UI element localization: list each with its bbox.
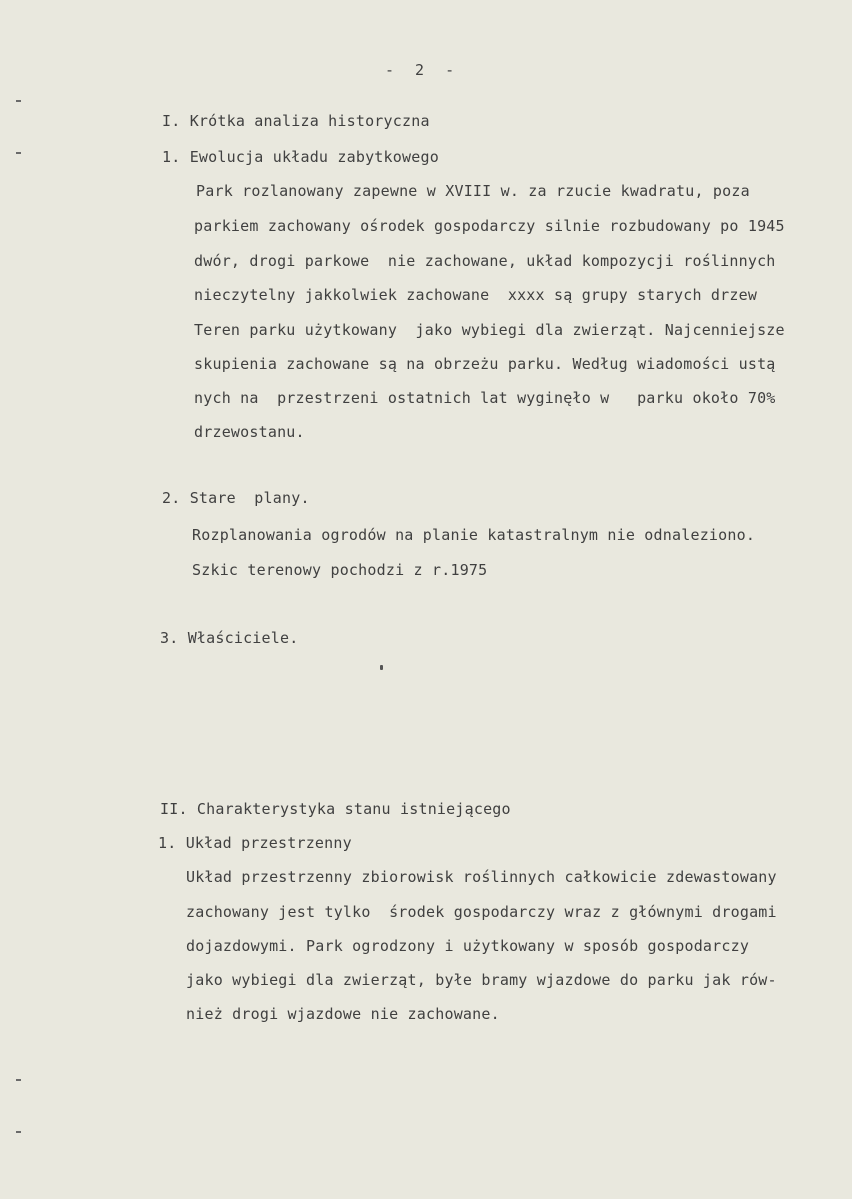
text-line: nież drogi wjazdowe nie zachowane. xyxy=(186,1005,500,1023)
ink-speck xyxy=(380,665,383,670)
text-line: Park rozlanowany zapewne w XVIII w. za rzucie kwadratu, poza xyxy=(196,182,750,200)
page-number: - 2 - xyxy=(385,61,461,79)
subsection-heading-1-3: 3. Właściciele. xyxy=(160,629,299,647)
text-line: Układ przestrzenny zbiorowisk roślinnych całkowicie zdewastowany xyxy=(186,868,777,886)
text-line: dojazdowymi. Park ogrodzony i użytkowany w sposób gospodarczy xyxy=(186,937,750,955)
margin-mark xyxy=(16,100,21,102)
section-heading-1: I. Krótka analiza historyczna xyxy=(162,112,430,130)
text-line: nych na przestrzeni ostatnich lat wyginęło w parku około 70% xyxy=(194,389,776,407)
subsection-heading-1-1: 1. Ewolucja układu zabytkowego xyxy=(162,148,439,166)
text-line: Teren parku użytkowany jako wybiegi dla zwierząt. Najcenniejsze xyxy=(194,321,785,339)
section-heading-2: II. Charakterystyka stanu istniejącego xyxy=(160,800,511,818)
subsection-heading-1-2: 2. Stare plany. xyxy=(162,489,310,507)
text-line: dwór, drogi parkowe nie zachowane, układ kompozycji roślinnych xyxy=(194,252,776,270)
text-line: nieczytelny jakkolwiek zachowane xxxx są grupy starych drzew xyxy=(194,286,758,304)
subsection-heading-2-1: 1. Układ przestrzenny xyxy=(158,834,352,852)
text-line: skupienia zachowane są na obrzeżu parku. Według wiadomości ustą xyxy=(194,355,776,373)
text-line: zachowany jest tylko środek gospodarczy wraz z głównymi drogami xyxy=(186,903,777,921)
text-line: jako wybiegi dla zwierząt, byłe bramy wjazdowe do parku jak rów- xyxy=(186,971,777,989)
text-line: parkiem zachowany ośrodek gospodarczy silnie rozbudowany po 1945 xyxy=(194,217,785,235)
margin-mark xyxy=(16,1131,21,1133)
margin-mark xyxy=(16,1079,21,1081)
text-line: Rozplanowania ogrodów na planie katastralnym nie odnaleziono. xyxy=(192,526,756,544)
margin-mark xyxy=(16,152,21,154)
text-line: drzewostanu. xyxy=(194,423,305,441)
text-line: Szkic terenowy pochodzi z r.1975 xyxy=(192,561,488,579)
